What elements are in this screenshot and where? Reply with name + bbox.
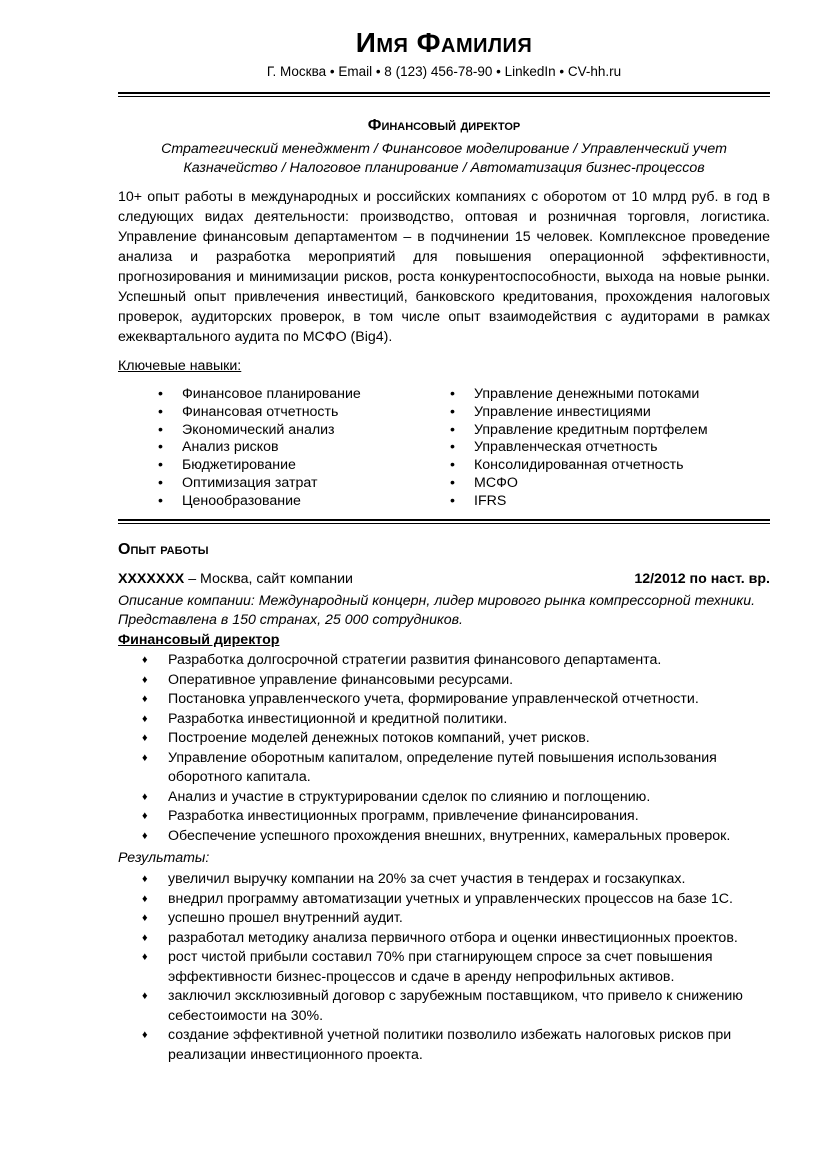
job-dates: 12/2012 по наст. вр. — [634, 571, 770, 587]
list-item: ♦ Разработка инвестиционных программ, привлечение финансирования. — [118, 807, 770, 827]
skill-item: • Управление кредитным портфелем — [410, 422, 770, 440]
resume-page — [118, 0, 770, 1063]
company-location: – Москва, сайт компании — [184, 571, 353, 587]
list-item: ♦ разработал методику анализа первичного отбора и оценки инвестиционных проектов. — [118, 929, 770, 949]
job-header — [118, 570, 770, 588]
list-item: ♦ Оперативное управление финансовыми ресурсами. — [118, 671, 770, 691]
skill-item: • Финансовое планирование — [118, 386, 410, 404]
position-subtitle-2: Казначейство / Налоговое планирование / Автоматизация бизнес-процессов — [183, 160, 705, 176]
contact-line: Г. Москва • Email • 8 (123) 456-78-90 • LinkedIn • CV-hh.ru — [266, 64, 622, 79]
list-item: ♦ Постановка управленческого учета, формирование управленческой отчетности. — [118, 690, 770, 710]
list-item: ♦ Разработка долгосрочной стратегии развития финансового департамента. — [118, 651, 770, 671]
list-item: ♦ Построение моделей денежных потоков компаний, учет рисков. — [118, 729, 770, 749]
list-item: ♦ успешно прошел внутренний аудит. — [118, 909, 770, 929]
summary-text: 10+ опыт работы в международных и российских компаниях с оборотом от 10 млрд руб. в год в следующих видах деятельности: производство, оптовая и розничная торговля, логистика. Управление финансовым департаментом – в подчинении 15 человек. Комплексное проведение анализа и разработка мероприятий для повышения операционной эффективности, прогнозирования и минимизации рисков, роста конкурентоспособности, выхода на новые рынки. Успешный опыт привлечения инвестиций, банковского кредитования, прохождения налоговых проверок, аудиторских проверок, в том числе опыт взаимодействия с аудиторами в рамках ежеквартального аудита по МСФО (Big4). — [118, 189, 770, 345]
skill-item: • Консолидированная отчетность — [410, 457, 770, 475]
list-item: ♦ создание эффективной учетной политики позволило избежать налоговых рисков при реализации инвестиционного проекта. — [118, 1026, 770, 1065]
list-item: ♦ увеличил выручку компании на 20% за счет участия в тендерах и госзакупках. — [118, 870, 770, 890]
list-item: ♦ внедрил программу автоматизации учетных и управленческих процессов на базе 1С. — [118, 890, 770, 910]
skill-item: • Ценообразование — [118, 493, 410, 511]
skills-label: Ключевые навыки: — [118, 358, 242, 374]
skills-left-column — [118, 386, 410, 511]
section-divider — [118, 519, 770, 524]
position-subtitle-1: Стратегический менеджмент / Финансовое моделирование / Управленческий учет — [161, 141, 727, 157]
job-role: Финансовый директор — [118, 632, 280, 648]
list-item: ♦ Обеспечение успешного прохождения внешних, внутренних, камеральных проверок. — [118, 827, 770, 847]
skills-list — [118, 386, 770, 511]
skill-item: • Управленческая отчетность — [410, 439, 770, 457]
header-divider — [118, 92, 770, 97]
list-item: ♦ Управление оборотным капиталом, определение путей повышения использования оборотного капитала. — [118, 749, 770, 788]
duties-list — [118, 651, 770, 846]
experience-section-title: Опыт работы — [118, 541, 209, 558]
skill-item: • Оптимизация затрат — [118, 475, 410, 493]
company-description: Описание компании: Международный концерн, лидер мирового рынка компрессорной техники. Представлена в 150 странах, 25 000 сотрудников. — [118, 593, 756, 628]
skill-item: • IFRS — [410, 493, 770, 511]
skill-item: • Анализ рисков — [118, 439, 410, 457]
company-line — [118, 570, 353, 588]
list-item: ♦ Разработка инвестиционной и кредитной политики. — [118, 710, 770, 730]
skill-item: • Экономический анализ — [118, 422, 410, 440]
skill-item: • Финансовая отчетность — [118, 404, 410, 422]
skill-item: • Управление инвестициями — [410, 404, 770, 422]
skill-item: • Бюджетирование — [118, 457, 410, 475]
position-title: Финансовый директор — [367, 117, 521, 134]
candidate-name: Имя Фамилия — [355, 27, 533, 58]
skill-item: • МСФО — [410, 475, 770, 493]
list-item: ♦ Анализ и участие в структурировании сделок по слиянию и поглощению. — [118, 788, 770, 808]
company-name: XXXXXXX — [118, 571, 185, 587]
results-label: Результаты: — [118, 850, 210, 866]
results-list — [118, 870, 770, 1065]
list-item: ♦ рост чистой прибыли составил 70% при стагнирующем спросе за счет повышения эффективности бизнес-процессов и сдаче в аренду непрофильных активов. — [118, 948, 770, 987]
skills-right-column — [410, 386, 770, 511]
list-item: ♦ заключил эксклюзивный договор с зарубежным поставщиком, что привело к снижению себестоимости на 30%. — [118, 987, 770, 1026]
skill-item: • Управление денежными потоками — [410, 386, 770, 404]
